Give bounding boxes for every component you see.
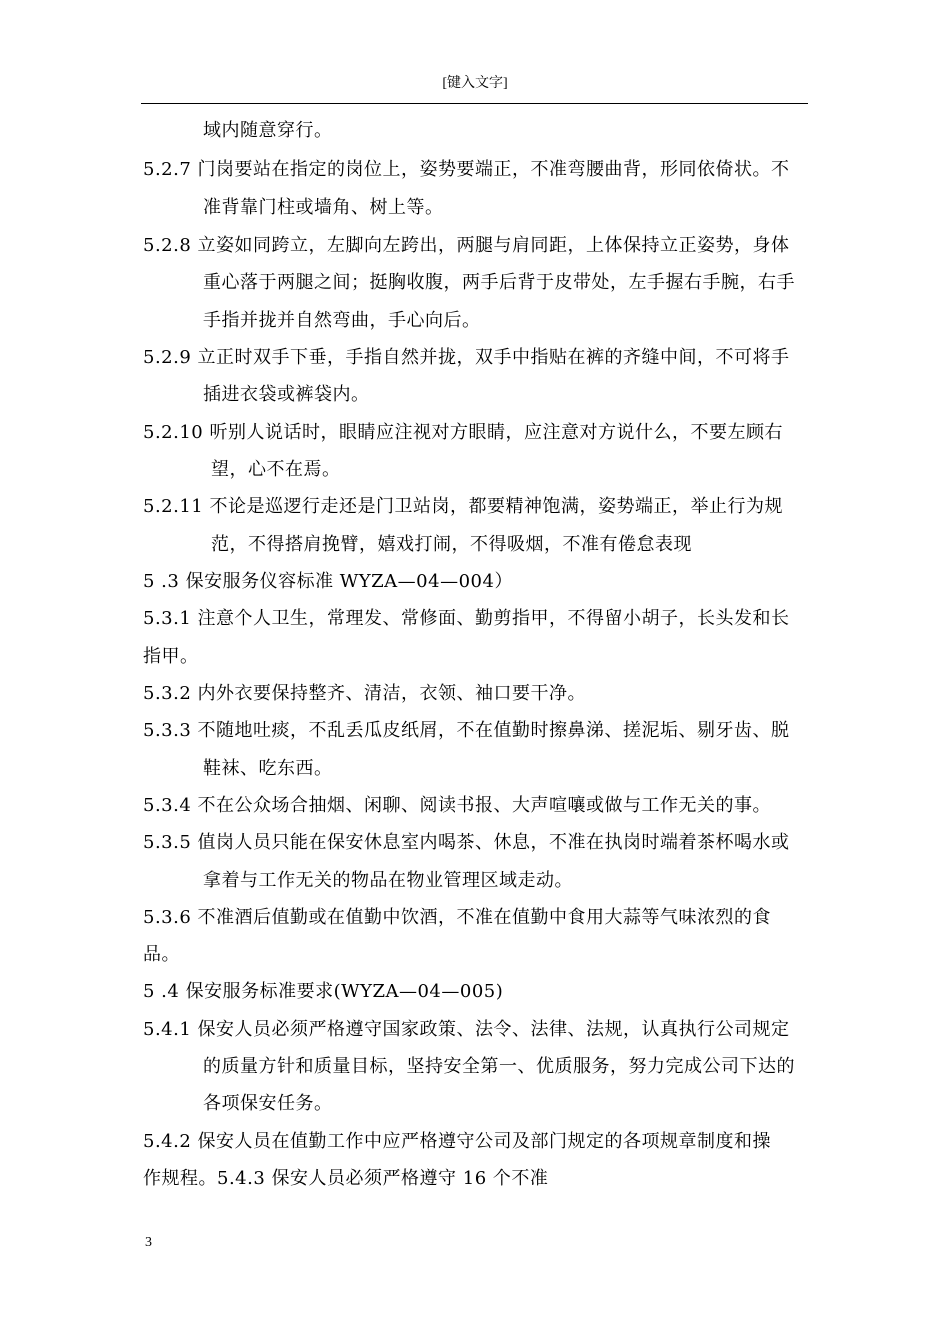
text-line: 各项保安任务。 (203, 1093, 333, 1114)
text-line: 插进衣袋或裤袋内。 (203, 384, 370, 405)
text-line: 准背靠门柱或墙角、树上等。 (203, 197, 444, 218)
text-line: 望，心不在焉。 (211, 459, 341, 480)
text-line: 5.3.5 值岗人员只能在保安休息室内喝茶、休息，不准在执岗时端着茶杯喝水或 (143, 832, 790, 853)
text-line: 范，不得搭肩挽臂，嬉戏打闹，不得吸烟，不准有倦怠表现 (211, 534, 692, 555)
text-line: 的质量方针和质量目标，坚持安全第一、优质服务，努力完成公司下达的 (203, 1056, 795, 1077)
text-line: 5.3.4 不在公众场合抽烟、闲聊、阅读书报、大声喧嚷或做与工作无关的事。 (143, 795, 772, 816)
text-line: 5.2.8 立姿如同跨立，左脚向左跨出，两腿与肩同距，上体保持立正姿势，身体 (143, 235, 790, 256)
text-line: 指甲。 (143, 646, 199, 667)
text-line: 5.2.11 不论是巡逻行走还是门卫站岗，都要精神饱满，姿势端正，举止行为规 (143, 496, 783, 517)
text-line: 5.4.2 保安人员在值勤工作中应严格遵守公司及部门规定的各项规章制度和操 (143, 1131, 772, 1152)
header-divider (141, 103, 808, 104)
text-line: 5.2.10 听别人说话时，眼睛应注视对方眼睛，应注意对方说什么，不要左顾右 (143, 422, 783, 443)
text-line: 重心落于两腿之间；挺胸收腹，两手后背于皮带处，左手握右手腕，右手 (203, 272, 795, 293)
text-line: 5.3.3 不随地吐痰，不乱丢瓜皮纸屑，不在值勤时擦鼻涕、搓泥垢、剔牙齿、脱 (143, 720, 790, 741)
text-line: 5.2.9 立正时双手下垂，手指自然并拢，双手中指贴在裤的齐缝中间，不可将手 (143, 347, 790, 368)
text-line: 5.3.6 不准酒后值勤或在值勤中饮酒，不准在值勤中食用大蒜等气味浓烈的食 (143, 907, 772, 928)
page-header: [键入文字] (442, 76, 508, 91)
text-line: 作规程。5.4.3 保安人员必须严格遵守 16 个不准 (143, 1168, 549, 1189)
text-line: 5.2.7 门岗要站在指定的岗位上，姿势要端正，不准弯腰曲背，形同依倚状。不 (143, 159, 790, 180)
text-line: 5.4.1 保安人员必须严格遵守国家政策、法令、法律、法规，认真执行公司规定 (143, 1019, 790, 1040)
text-line: 鞋袜、吃东西。 (203, 758, 333, 779)
section-heading: 5 .4 保安服务标准要求(WYZA—04—005) (143, 981, 504, 1002)
text-line: 品。 (143, 944, 180, 965)
text-line: 5.3.2 内外衣要保持整齐、清洁，衣领、袖口要干净。 (143, 683, 587, 704)
page-number: 3 (145, 1235, 152, 1250)
text-line: 域内随意穿行。 (203, 120, 333, 141)
text-line: 5.3.1 注意个人卫生，常理发、常修面、勤剪指甲，不得留小胡子，长头发和长 (143, 608, 790, 629)
text-line: 拿着与工作无关的物品在物业管理区域走动。 (203, 870, 573, 891)
section-heading: 5 .3 保安服务仪容标准 WYZA—04—004） (143, 571, 513, 592)
text-line: 手指并拢并自然弯曲，手心向后。 (203, 310, 481, 331)
